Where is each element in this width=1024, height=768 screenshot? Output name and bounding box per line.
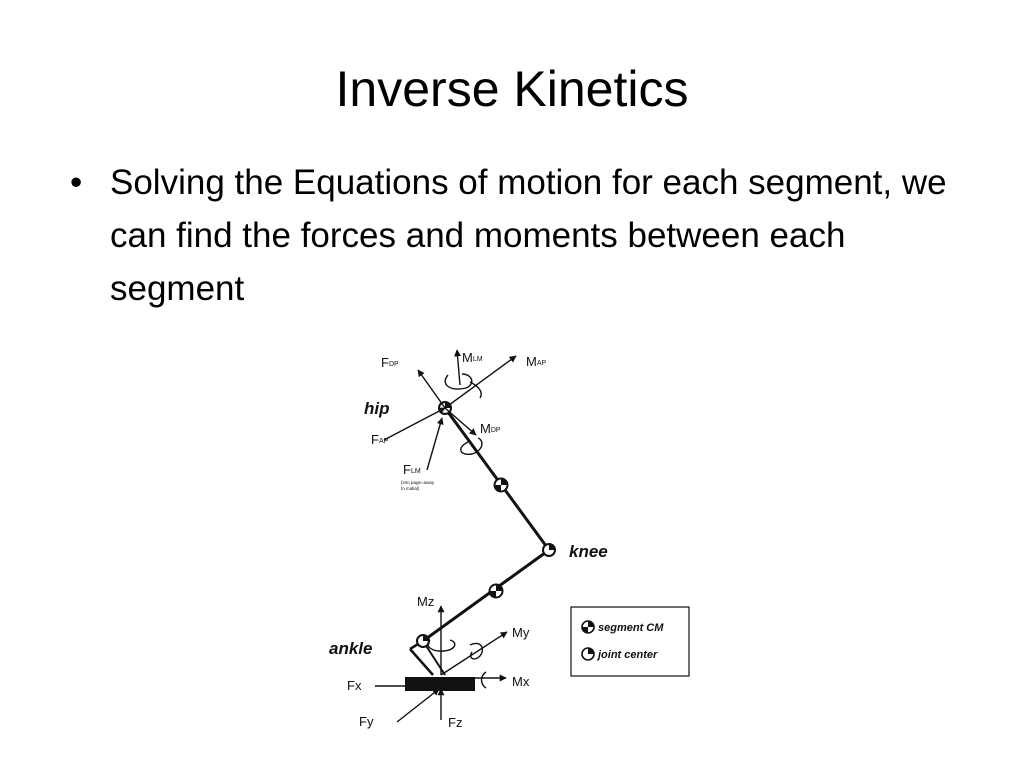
ankle-labels	[347, 594, 530, 730]
legend	[571, 607, 689, 676]
f-lm-arrow	[427, 418, 442, 470]
bullet-symbol: •	[70, 163, 83, 202]
slide-title: Inverse Kinetics	[335, 61, 689, 117]
knee-joint-fill	[549, 544, 555, 550]
mx-rotation	[482, 672, 487, 688]
m-lm-arrow	[457, 350, 460, 385]
leg-segments	[405, 408, 549, 691]
fx-label: Fx	[347, 678, 362, 693]
knee-label: knee	[569, 542, 608, 561]
my-rotation	[470, 643, 482, 659]
fy-label: Fy	[359, 714, 374, 729]
leg-kinetics-diagram	[320, 340, 700, 740]
my-label: My	[512, 625, 530, 640]
force-plate	[405, 677, 475, 691]
mx-label: Mx	[512, 674, 530, 689]
m-dp-label: MDP	[480, 421, 501, 436]
shank-cm-q3	[490, 591, 497, 598]
m-lm-rotation	[445, 374, 472, 389]
joint-centers	[417, 402, 555, 647]
legend-segment-cm-label: segment CM	[598, 622, 664, 634]
f-lm-note-line-2: fo midial)	[401, 486, 420, 491]
m-ap-label: MAP	[526, 354, 547, 369]
my-arrow	[441, 632, 507, 675]
f-dp-arrow	[418, 370, 445, 408]
ankle-vectors	[375, 606, 507, 722]
f-dp-label: FDP	[381, 355, 399, 370]
bullet-text: Solving the Equations of motion for each segment, we can find the forces and moments between each segment	[110, 163, 947, 308]
m-lm-label: MLM	[462, 350, 483, 365]
f-ap-arrow	[384, 408, 445, 440]
fz-label: Fz	[448, 715, 463, 730]
bullet-list	[70, 156, 980, 315]
hip-label: hip	[364, 399, 390, 418]
legend-joint-center-label: joint center	[598, 649, 658, 661]
segment-cms	[490, 479, 508, 598]
f-lm-note-line-1: (into page=away	[401, 480, 435, 485]
m-ap-arrow	[445, 356, 516, 408]
mz-label: Mz	[417, 594, 435, 609]
shank-segment	[423, 550, 549, 641]
legend-box	[571, 607, 689, 676]
thigh-cm-q1	[501, 479, 508, 486]
diagram-svg	[320, 340, 700, 740]
thigh-cm-q3	[495, 485, 502, 492]
bullet-item	[70, 156, 980, 315]
f-lm-label: FLM	[403, 462, 421, 477]
ankle-label: ankle	[329, 639, 373, 658]
fy-arrow	[397, 689, 439, 722]
f-ap-label: FAP	[371, 432, 389, 447]
